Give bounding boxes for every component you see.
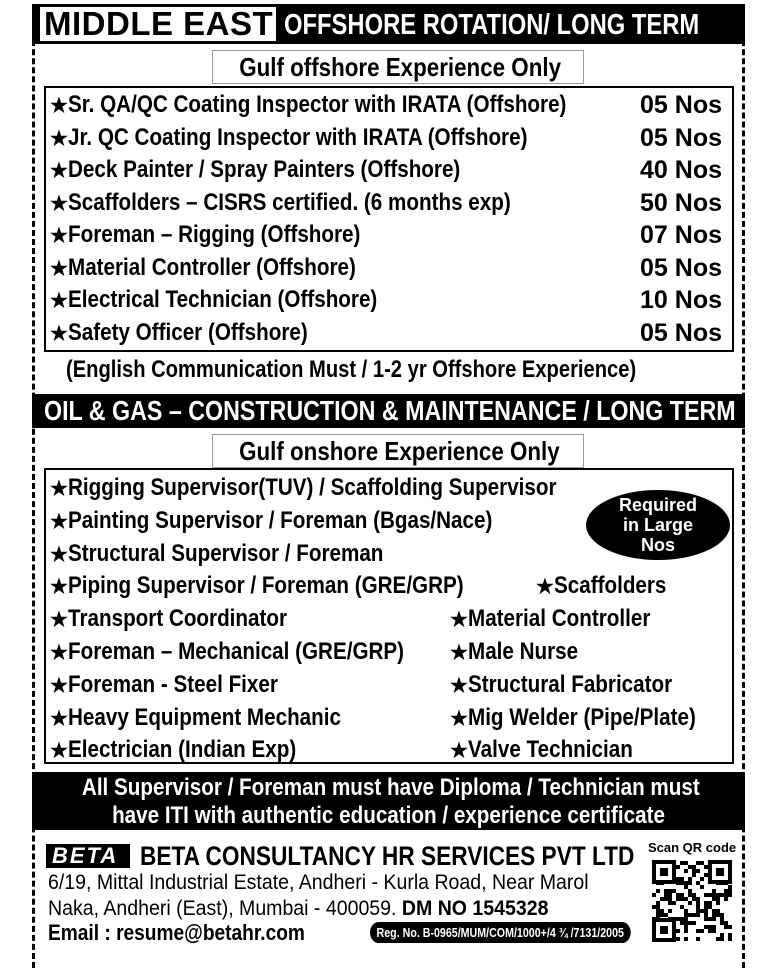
star-icon: ★ (50, 642, 68, 664)
offshore-note: (English Communication Must / 1-2 yr Offshore Experience) (66, 356, 637, 383)
job-title: Structural Supervisor / Foreman (67, 539, 384, 567)
job-title: Material Controller (467, 605, 651, 633)
offshore-job-row (50, 284, 428, 316)
region-title: MIDDLE EAST (40, 7, 276, 41)
star-icon: ★ (50, 322, 68, 345)
job-quantity: 50 Nos (640, 188, 722, 217)
offshore-job-row (50, 317, 347, 349)
onshore-subtitle: Gulf onshore Experience Only (239, 436, 560, 466)
badge-line: in Large (622, 515, 693, 535)
qr-code-icon[interactable] (652, 860, 732, 942)
job-title: Sr. QA/QC Coating Inspector with IRATA (Offshore) (67, 91, 567, 118)
offshore-subtitle: Gulf offshore Experience Only (239, 52, 562, 82)
header-bar (32, 4, 745, 44)
job-quantity: 05 Nos (640, 123, 722, 152)
onshore-job-row (450, 603, 680, 635)
star-icon: ★ (50, 160, 68, 182)
job-quantity: 05 Nos (640, 318, 722, 347)
required-badge (586, 490, 730, 560)
star-icon: ★ (450, 674, 468, 697)
job-title: Valve Technician (467, 736, 633, 764)
star-icon: ★ (50, 95, 68, 117)
star-icon: ★ (450, 740, 468, 763)
job-title: Material Controller (Offshore) (67, 253, 356, 281)
requirement-bar (32, 772, 745, 830)
job-title: Foreman - Steel Fixer (67, 670, 278, 698)
job-title: Structural Fabricator (467, 670, 673, 698)
job-title: Foreman – Rigging (Offshore) (67, 221, 361, 248)
star-icon: ★ (536, 576, 554, 599)
star-icon: ★ (50, 257, 68, 280)
star-icon: ★ (50, 609, 68, 632)
star-icon: ★ (50, 192, 68, 215)
address-line-2 (48, 896, 548, 922)
offshore-job-row (50, 187, 583, 219)
star-icon: ★ (50, 478, 68, 500)
dm-number: DM NO 1545328 (401, 897, 549, 920)
address-text: Naka, Andheri (East), Mumbai - 400059. (48, 897, 397, 920)
onshore-header-bar (32, 394, 745, 428)
job-quantity: 40 Nos (640, 156, 722, 184)
job-title: Mig Welder (Pipe/Plate) (467, 703, 696, 731)
job-title: Jr. QC Coating Inspector with IRATA (Offshore) (67, 123, 528, 151)
job-quantity: 05 Nos (640, 253, 722, 282)
star-icon: ★ (50, 290, 68, 312)
star-icon: ★ (50, 225, 68, 247)
offshore-job-row (50, 154, 524, 186)
job-title: Piping Supervisor / Foreman (GRE/GRP) (67, 572, 464, 600)
onshore-job-row (50, 505, 561, 537)
job-title: Deck Painter / Spray Painters (Offshore) (67, 156, 461, 183)
offshore-job-row (50, 89, 648, 121)
beta-logo: BETA (46, 844, 130, 868)
onshore-subtitle-box (212, 434, 584, 468)
onshore-header: OIL & GAS – CONSTRUCTION & MAINTENANCE / LONG TERM (44, 395, 736, 426)
job-title: Painting Supervisor / Foreman (Bgas/Nace) (67, 506, 493, 534)
onshore-job-row (50, 734, 333, 766)
star-icon: ★ (450, 609, 468, 632)
email-link[interactable]: Email : resume@betahr.com (48, 920, 305, 945)
offshore-job-list (44, 86, 734, 352)
star-icon: ★ (450, 707, 468, 730)
star-icon: ★ (50, 543, 68, 566)
star-icon: ★ (450, 642, 468, 664)
badge-line: Nos (640, 535, 675, 555)
job-title: Safety Officer (Offshore) (67, 318, 308, 346)
onshore-job-row (450, 734, 660, 766)
requirement-line: All Supervisor / Foreman must have Diploma / Technician must (81, 774, 700, 801)
job-quantity: 10 Nos (640, 286, 722, 314)
registration-badge: Reg. No. B-0965/MUM/COM/1000+/4 ¾ /7131/2005 (370, 922, 630, 943)
job-title: Rigging Supervisor(TUV) / Scaffolding Supervisor (67, 474, 557, 501)
badge-line: Required (618, 495, 697, 515)
onshore-job-row (50, 472, 636, 504)
offshore-subtitle-box (212, 50, 584, 84)
requirement-line: have ITI with authentic education / experience certificate (112, 802, 665, 829)
onshore-job-row (50, 570, 528, 602)
onshore-job-row (50, 603, 323, 635)
star-icon: ★ (50, 127, 68, 150)
star-icon: ★ (50, 576, 68, 599)
rotation-title: OFFSHORE ROTATION/ LONG TERM (284, 9, 700, 41)
job-title: Heavy Equipment Mechanic (67, 703, 341, 731)
job-title: Scaffolders (553, 572, 667, 600)
onshore-job-row (50, 538, 435, 570)
onshore-job-row (450, 669, 705, 701)
offshore-job-row (50, 252, 403, 284)
job-title: Foreman – Mechanical (GRE/GRP) (67, 638, 404, 665)
offshore-job-row (50, 122, 602, 154)
job-quantity: 05 Nos (640, 91, 722, 119)
job-title: Electrician (Indian Exp) (67, 736, 297, 764)
qr-label: Scan QR code (648, 840, 737, 855)
address-line: 6/19, Mittal Industrial Estate, Andheri - Kurla Road, Near Marol (48, 871, 589, 894)
star-icon: ★ (50, 707, 68, 730)
offshore-job-row (50, 219, 408, 251)
onshore-job-row (450, 636, 596, 668)
company-name: BETA CONSULTANCY HR SERVICES PVT LTD (140, 841, 635, 871)
job-title: Electrical Technician (Offshore) (67, 286, 378, 313)
star-icon: ★ (50, 510, 68, 533)
job-title: Scaffolders – CISRS certified. (6 months exp) (67, 188, 511, 216)
star-icon: ★ (50, 674, 68, 697)
job-title: Male Nurse (467, 638, 579, 665)
onshore-job-row (536, 570, 685, 602)
onshore-job-row (50, 702, 385, 734)
job-quantity: 07 Nos (640, 221, 722, 249)
onshore-job-row (50, 669, 312, 701)
star-icon: ★ (50, 740, 68, 763)
onshore-job-row (50, 636, 459, 668)
onshore-job-row (450, 702, 733, 734)
job-title: Transport Coordinator (67, 605, 287, 633)
